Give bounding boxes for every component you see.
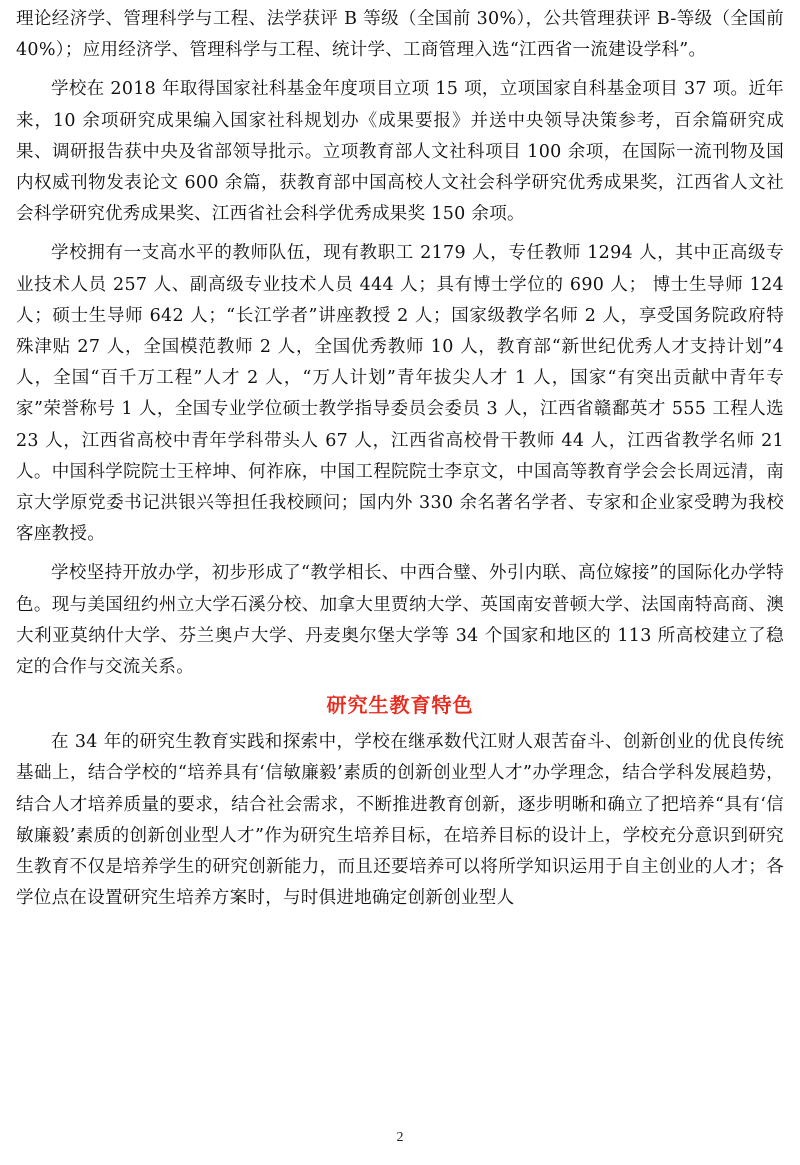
paragraph-international: 学校坚持开放办学，初步形成了“教学相长、中西合璧、外引内联、高位嫁接”的国际化办学特色。现与美国纽约州立大学石溪分校、加拿大里贾纳大学、英国南安普顿大学、法国南特高商、澳大利亚莫纳什大学、芬兰奥卢大学、丹麦奥尔堡大学等 34 个国家和地区的 113 所高校建立了稳定的合作与交流关系。	[16, 563, 784, 678]
paragraph-research: 学校在 2018 年取得国家社科基金年度项目立项 15 项，立项国家自科基金项目 37 项。近年来，10 余项研究成果编入国家社科规划办《成果要报》并送中央领导决策参考，百余篇研究成果、调研报告获中央及省部领导批示。立项教育部人文社科项目 100 余项，在国际一流刊物及国内权威刊物发表论文 600 余篇，获教育部中国高校人文社会科学研究优秀成果奖，江西省人文社会科学研究优秀成果奖、江西省社会科学优秀成果奖 150 余项。	[16, 79, 784, 225]
section-heading: 研究生教育特色	[326, 693, 474, 718]
paragraph-faculty: 学校拥有一支高水平的教师队伍，现有教职工 2179 人，专任教师 1294 人，其中正高级专业技术人员 257 人、副高级专业技术人员 444 人；具有博士学位的 690 人； 博士生导师 124 人；硕士生导师 642 人；“长江学者”讲座教授 2 人；国家级教学名师 2 人，享受国务院政府特殊津贴 27 人，全国模范教师 2 人，全国优秀教师 10 人，教育部“新世纪优秀人才支持计划”4 人，全国“百千万工程”人才 2 人，“万人计划”青年拔尖人才 1 人，国家“有突出贡献中青年专家”荣誉称号 1 人，全国专业学位硕士教学指导委员会委员 3 人，江西省赣鄱英才 555 工程人选 23 人，江西省高校中青年学科带头人 67 人，江西省高校骨干教师 44 人，江西省教学名师 21 人。中国科学院院士王梓坤、何祚庥，中国工程院院士李京文，中国高等教育学会会长周远清，南京大学原党委书记洪银兴等担任我校顾问；国内外 330 余名著名学者、专家和企业家受聘为我校客座教授。	[16, 243, 784, 545]
paragraph-gap	[16, 230, 784, 238]
paragraph-gap	[16, 66, 784, 74]
paragraph-disciplines: 理论经济学、管理科学与工程、法学获评 B 等级（全国前 30%），公共管理获评 B-等级（全国前 40%）；应用经济学、管理科学与工程、统计学、工商管理入选“江西省一流建设学科”。	[16, 9, 784, 61]
document-page	[16, 4, 784, 914]
paragraph-graduate-education: 在 34 年的研究生教育实践和探索中，学校在继承数代江财人艰苦奋斗、创新创业的优良传统基础上，结合学校的“培养具有‘信敏廉毅’素质的创新创业型人才”办学理念，结合学科发展趋势，结合人才培养质量的要求，结合社会需求，不断推进教育创新，逐步明晰和确立了把培养“具有‘信敏廉毅’素质的创新创业型人才”作为研究生培养目标，在培养目标的设计上，学校充分意识到研究生教育不仅是培养学生的研究创新能力，而且还要培养可以将所学知识运用于自主创业的人才；各学位点在设置研究生培养方案时，与时俱进地确定创新创业型人	[16, 732, 784, 909]
paragraph-gap	[16, 550, 784, 558]
page-number: 2	[396, 1130, 404, 1145]
